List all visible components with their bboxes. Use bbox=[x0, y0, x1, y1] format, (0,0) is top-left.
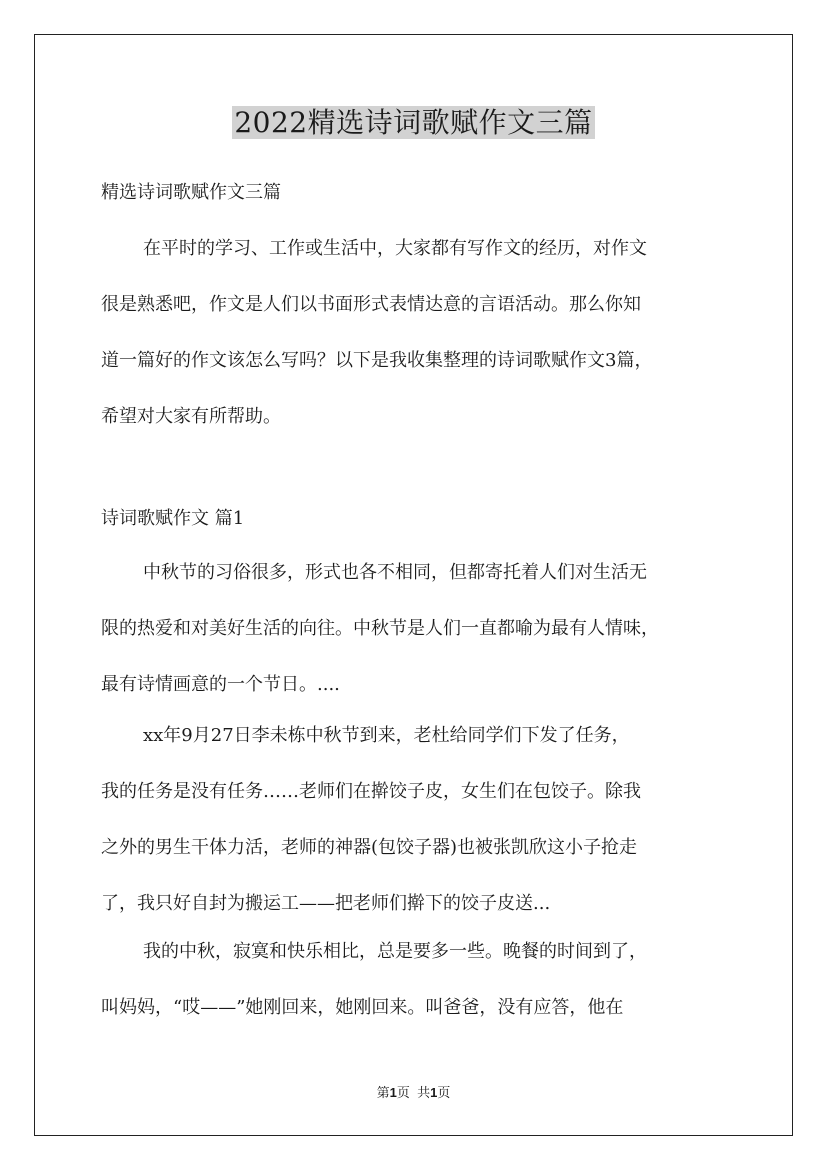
paragraph-line: 我的任务是没有任务……老师们在擀饺子皮，女生们在包饺子。除我 bbox=[101, 781, 641, 802]
intro-line: 很是熟悉吧，作文是人们以书面形式表情达意的言语活动。那么你知 bbox=[101, 294, 641, 315]
intro-line: 道一篇好的作文该怎么写吗？以下是我收集整理的诗词歌赋作文3篇， bbox=[101, 350, 653, 371]
page-footer bbox=[0, 1084, 827, 1102]
document-title: 2022精选诗词歌赋作文三篇 bbox=[234, 106, 593, 139]
paragraph-line: 最有诗情画意的一个节日。.... bbox=[101, 674, 340, 695]
page-prefix: 第 bbox=[376, 1085, 390, 1100]
paragraph-line: 了，我只好自封为搬运工——把老师们擀下的饺子皮送... bbox=[101, 893, 551, 914]
intro-paragraph bbox=[101, 221, 741, 445]
total-pages: 1 bbox=[430, 1085, 438, 1100]
total-prefix: 共 bbox=[417, 1085, 431, 1100]
page-number: 1 bbox=[389, 1085, 397, 1100]
paragraph-line: 中秋节的习俗很多，形式也各不相同，但都寄托着人们对生活无 bbox=[143, 562, 647, 583]
body-paragraph-3 bbox=[101, 924, 741, 1036]
body-paragraph-2 bbox=[101, 708, 741, 932]
paragraph-line: 叫妈妈，“哎——”她刚回来，她刚回来。叫爸爸，没有应答，他在 bbox=[101, 997, 624, 1018]
paragraph-line: xx年9月27日李未栋中秋节到来，老杜给同学们下发了任务， bbox=[143, 725, 630, 746]
total-suffix: 页 bbox=[437, 1085, 451, 1100]
body-paragraph-1 bbox=[101, 545, 741, 713]
paragraph-line: 之外的男生干体力活，老师的神器(包饺子器)也被张凯欣这小子抢走 bbox=[101, 837, 638, 858]
paragraph-line: 我的中秋，寂寞和快乐相比，总是要多一些。晚餐的时间到了， bbox=[143, 941, 647, 962]
intro-line: 希望对大家有所帮助。 bbox=[101, 406, 281, 427]
document-subtitle: 精选诗词歌赋作文三篇 bbox=[101, 182, 281, 203]
intro-line: 在平时的学习、工作或生活中，大家都有写作文的经历，对作文 bbox=[143, 238, 647, 259]
section-heading: 诗词歌赋作文 篇1 bbox=[101, 508, 245, 529]
document-title-container bbox=[0, 104, 827, 142]
page-suffix: 页 bbox=[396, 1085, 410, 1100]
paragraph-line: 限的热爱和对美好生活的向往。中秋节是人们一直都喻为最有人情味， bbox=[101, 618, 659, 639]
